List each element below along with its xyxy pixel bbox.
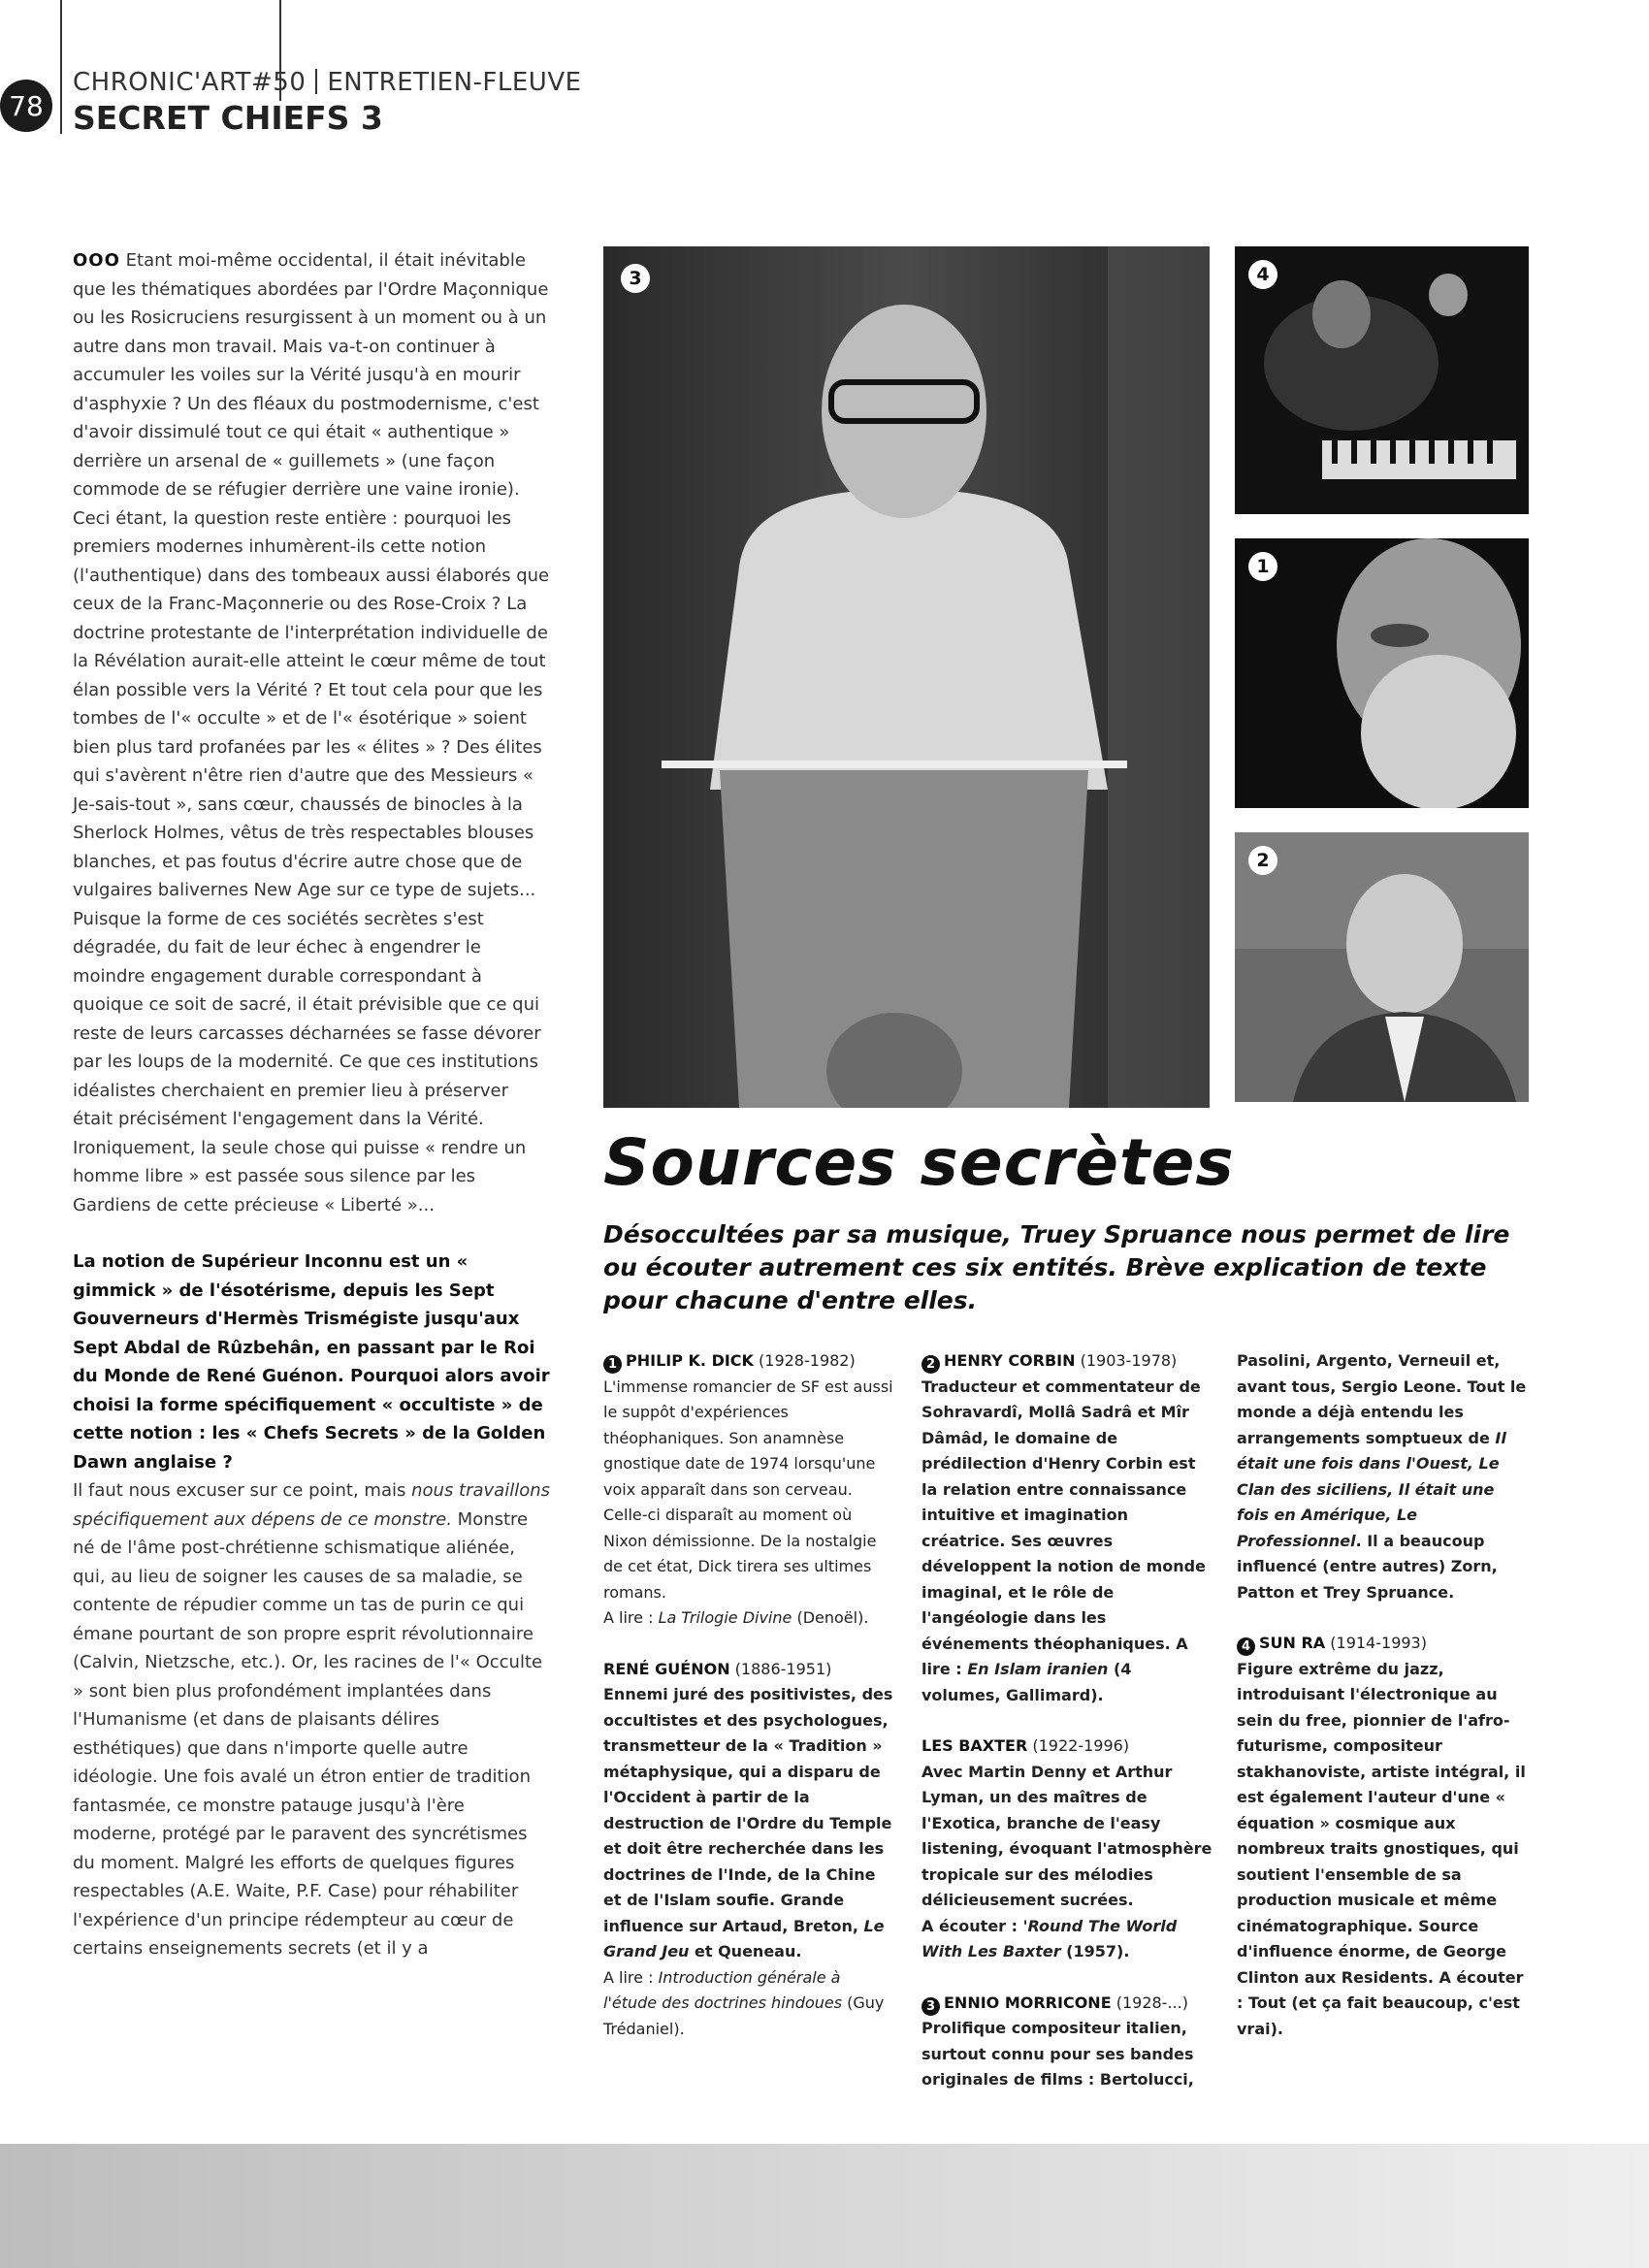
- intro-mark: OOO: [73, 250, 120, 271]
- interview-question: La notion de Supérieur Inconnu est un « gimmick » de l'ésotérisme, depuis les Sept Gouverneurs d'Hermès Trismégiste jusqu'aux Sept Abdal de Rûzbehân, en passant par le Roi du Monde de René Guénon. Pourquoi alors avoir choisi la forme spécifiquement « occultiste » de cette notion : les « Chefs Secrets » de la Golden Dawn anglaise ?: [73, 1251, 550, 1473]
- sidebar-column-2: [922, 1348, 1212, 2119]
- entry-read-title: Introduction générale à l'étude des doctrines hindoues: [603, 1967, 843, 2012]
- photo-badge-1: 1: [1248, 552, 1277, 581]
- entry-ennio-morricone-continued: [1237, 1348, 1528, 1605]
- scan-edge-band: [0, 2144, 1649, 2268]
- sidebar-headline: Sources secrètes: [603, 1125, 1235, 1200]
- entry-philip-k-dick: [603, 1348, 894, 1632]
- entry-read-publisher: (Guy Trédaniel).: [603, 1993, 885, 2038]
- entry-text-end: et Queneau.: [689, 1942, 802, 1960]
- header-separator: [315, 69, 317, 94]
- number-2-icon: 2: [922, 1355, 940, 1374]
- entry-read-label: A lire :: [603, 1608, 659, 1627]
- entry-ennio-morricone: [922, 1991, 1212, 2093]
- entry-read-publisher: (Denoël).: [792, 1608, 869, 1627]
- article-paragraph-2: [73, 1476, 550, 1963]
- magazine-issue: CHRONIC'ART#50: [73, 68, 307, 97]
- entry-text-italic: Le Grand Jeu: [603, 1916, 885, 1960]
- entry-name: LES BAXTER: [922, 1736, 1028, 1755]
- entry-dates: (1886-1951): [729, 1659, 832, 1678]
- photo-rene-guenon: [1235, 832, 1529, 1102]
- entry-dates: (1903-1978): [1075, 1351, 1178, 1370]
- entry-henry-corbin: [922, 1348, 1212, 1708]
- entry-text: Prolifique compositeur italien, surtout connu pour ses bandes originales de films : Bertolucci,: [922, 2019, 1194, 2089]
- photo-philip-k-dick: [1235, 538, 1529, 808]
- entry-read-title: En Islam iranien: [967, 1660, 1109, 1678]
- article-paragraph-1: [73, 246, 550, 1219]
- photo-sun-ra-image: [1235, 246, 1529, 514]
- header-rule: [60, 0, 62, 134]
- photo-badge-3: 3: [621, 264, 650, 293]
- paragraph-2-start: Il faut nous excuser sur ce point, mais: [73, 1480, 412, 1501]
- photo-rene-guenon-image: [1235, 832, 1529, 1102]
- paragraph-2-italic: nous travaillons spécifiquement aux dépens de ce monstre.: [73, 1480, 551, 1530]
- entry-listen-year: (1957).: [1060, 1942, 1130, 1960]
- entry-name: SUN RA: [1259, 1634, 1326, 1652]
- paragraph-2-rest: Monstre né de l'âme post-chrétienne schismatique aliénée, qui, au lieu de soigner les causes de sa maladie, se contente de répudier comme un tas de purin ce qui émane pourtant de son propre esprit révolutionnaire (Calvin, Nietzsche, etc.). Or, les racines de l'« Occulte » sont bien plus profondément implantées dans l'Humanisme (et dans de plaisants délires esthétiques) que dans n'importe quelle autre idéologie. Une fois avalé un étron entier de tradition fantasmée, ce monstre patauge jusqu'à l'ère moderne, protégé par le paravent des syncrétismes du moment. Malgré les efforts de quelques figures respectables (A.E. Waite, P.F. Case) pour réhabiliter l'expérience d'un principe rédempteur au cœur de certains enseignements secrets (et il y a: [73, 1508, 543, 1959]
- entry-read-publisher: (4 volumes, Gallimard).: [922, 1660, 1132, 1704]
- article-column: [73, 246, 550, 1963]
- header-line: [73, 68, 582, 97]
- entry-text-continued: Pasolini, Argento, Verneuil et, avant tous, Sergio Leone. Tout le monde a déjà entendu les arrangements somptueux de: [1237, 1351, 1527, 1447]
- sidebar-column-1: [603, 1348, 894, 2067]
- entry-les-baxter: [922, 1733, 1212, 1965]
- entry-text: Traducteur et commentateur de Sohravardî, Mollâ Sadrâ et Mîr Dâmâd, le domaine de prédilection d'Henry Corbin est la relation entre connaissance intuitive et imagination créatrice. Ses œuvres développent la notion de monde imaginal, et le rôle de l'angéologie dans les événements théophaniques. A lire :: [922, 1377, 1206, 1678]
- photo-badge-2: 2: [1248, 846, 1277, 875]
- sidebar-standfirst: Désoccultées par sa musique, Truey Spruance nous permet de lire ou écouter autrement ces six entités. Brève explication de texte pour chacune d'entre elles.: [603, 1220, 1510, 1314]
- entry-text: Figure extrême du jazz, introduisant l'électronique au sein du free, pionnier de l'afro-futurisme, compositeur stakhanoviste, artiste intégral, il est également l'auteur d'une « équation » cosmique aux nombreux traits gnostiques, qui soutient l'ensemble de sa production musicale et même cinématographique. Source d'influence énorme, de George Clinton aux Residents. A écouter : Tout (et ça fait beaucoup, c'est vrai).: [1237, 1659, 1526, 2038]
- entry-read-label: A lire :: [603, 1967, 659, 1987]
- entry-text: L'immense romancier de SF est aussi le suppôt d'expériences théophaniques. Son anamnèse gnostique date de 1974 lorsqu'une voix apparaît dans son cerveau. Celle-ci disparaît au moment où Nixon démissionne. De la nostalgie de cet état, Dick tirera ses ultimes romans.: [603, 1377, 893, 1602]
- number-4-icon: 4: [1237, 1637, 1255, 1656]
- section-title: SECRET CHIEFS 3: [73, 99, 383, 137]
- entry-read-title: La Trilogie Divine: [658, 1608, 792, 1627]
- entry-text-end: . Il a beaucoup influencé (entre autres) Zorn, Patton et Trey Spruance.: [1237, 1531, 1498, 1602]
- number-3-icon: 3: [922, 1997, 940, 2016]
- paragraph-1-text: Etant moi-même occidental, il était inévitable que les thématiques abordées par l'Ordre Maçonnique ou les Rosicruciens resurgissent à un moment ou à un autre dans mon travail. Mais va-t-on continuer à accumuler les voiles sur la Vérité jusqu'à en mourir d'asphyxie ? Un des fléaux du postmodernisme, c'est d'avoir dissimulé tout ce qui était « authentique » derrière un arsenal de « guillemets » (une façon commode de se réfugier derrière une vaine ironie). Ceci étant, la question reste entière : pourquoi les premiers modernes inhumèrent-ils cette notion (l'authentique) dans des tombeaux aussi élaborés que ceux de la Franc-Maçonnerie ou des Rose-Croix ? La doctrine protestante de l'interprétation individuelle de la Révélation aurait-elle atteint le cœur même de tout élan possible vers la Vérité ? Et tout cela pour que les tombes de l'« occulte » et de l'« ésotérique » soient bien plus tard profanées par les « élites » ? Des élites qui s'avèrent n'être rien d'autre que des Messieurs « Je-sais-tout », sans cœur, chaussés de binocles à la Sherlock Holmes, vêtus de très respectables blouses blanches, et pas foutus d'écrire autre chose que de vulgaires balivernes New Age sur ce type de sujets... Puisque la forme de ces sociétés secrètes s'est dégradée, du fait de leur échec à engendrer le moindre engagement durable correspondant à quoique ce soit de sacré, il était prévisible que ce qui reste de leurs carcasses décharnées se fasse dévorer par les loups de la modernité. Ce que ces institutions idéalistes cherchaient en premier lieu à préserver était précisément l'engagement dans la Vérité. Ironiquement, la seule chose qui puisse « rendre un homme libre » est passée sous silence par les Gardiens de cette précieuse « Liberté »...: [73, 250, 550, 1215]
- entry-text: Ennemi juré des positivistes, des occultistes et des psychologues, transmetteur de la « Tradition » métaphysique, qui a disparu de l'Occident à partir de la destruction de l'Ordre du Temple et doit être recherchée dans les doctrines de l'Inde, de la Chine et de l'Islam soufie. Grande influence sur Artaud, Breton,: [603, 1685, 893, 1935]
- entry-dates: (1914-1993): [1325, 1634, 1427, 1652]
- entry-dates: (1928-1982): [753, 1351, 856, 1370]
- entry-text: Avec Martin Denny et Arthur Lyman, un des maîtres de l'Exotica, branche de l'easy listening, évoquant l'atmosphère tropicale sur des mélodies délicieusement sucrées.: [922, 1762, 1212, 1909]
- sidebar-column-3: [1237, 1348, 1528, 2067]
- entry-listen-label: A écouter :: [922, 1916, 1023, 1935]
- entry-name: PHILIP K. DICK: [626, 1351, 754, 1370]
- rubric: ENTRETIEN-FLEUVE: [327, 68, 582, 97]
- entry-listen-title: 'Round The World With Les Baxter: [922, 1916, 1178, 1960]
- page-number: 78: [0, 80, 52, 132]
- photo-philip-k-dick-image: [1235, 538, 1529, 808]
- photo-badge-4: 4: [1248, 260, 1277, 289]
- entry-rene-guenon: [603, 1657, 894, 2043]
- entry-dates: (1928-...): [1111, 1993, 1188, 2012]
- photo-morricone: [603, 246, 1210, 1108]
- entry-sun-ra: [1237, 1631, 1528, 2042]
- entry-name: RENÉ GUÉNON: [603, 1659, 730, 1678]
- entry-name: ENNIO MORRICONE: [944, 1993, 1112, 2012]
- entry-dates: (1922-1996): [1027, 1736, 1130, 1755]
- entry-films: Il était une fois dans l'Ouest, Le Clan des siciliens, Il était une fois en Amérique, Le Professionnel: [1237, 1428, 1506, 1550]
- entry-name: HENRY CORBIN: [944, 1351, 1076, 1370]
- photo-morricone-image: [603, 246, 1210, 1108]
- number-1-icon: 1: [603, 1355, 622, 1374]
- photo-sun-ra: [1235, 246, 1529, 514]
